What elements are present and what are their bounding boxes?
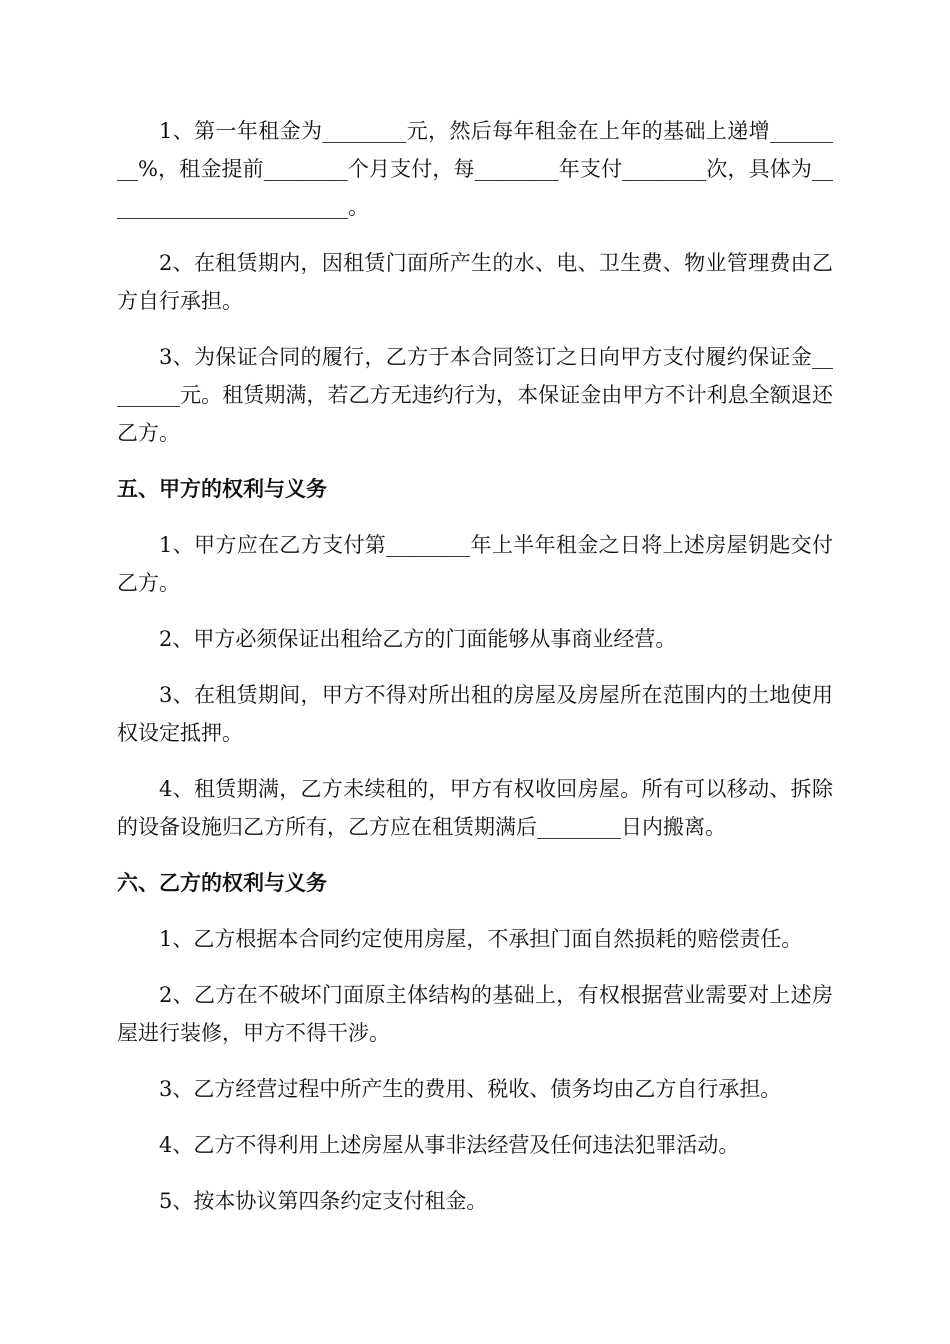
- party-b-clause-3: 3、乙方经营过程中所产生的费用、税收、债务均由乙方自行承担。: [159, 1077, 782, 1101]
- party-a-clause-1: 1、甲方应在乙方支付第________年上半年租金之日将上述房屋钥匙交付乙方。: [117, 533, 833, 595]
- party-a-clause-3: 3、在租赁期间，甲方不得对所出租的房屋及房屋所在范围内的土地使用权设定抵押。: [117, 683, 833, 745]
- party-a-clause-2: 2、甲方必须保证出租给乙方的门面能够从事商业经营。: [159, 627, 677, 651]
- party-b-clause-5: 5、按本协议第四条约定支付租金。: [159, 1189, 488, 1213]
- document-page: [117, 112, 833, 1238]
- section-5-heading: 五、甲方的权利与义务: [117, 477, 327, 501]
- rent-clause-1: 1、第一年租金为________元，然后每年租金在上年的基础上递增________%，租金提前________个月支付，每________年支付________次，具体为________________________。: [117, 119, 833, 219]
- party-a-clause-4: 4、租赁期满，乙方未续租的，甲方有权收回房屋。所有可以移动、拆除的设备设施归乙方所有，乙方应在租赁期满后________日内搬离。: [117, 777, 833, 839]
- rent-clause-3: 3、为保证合同的履行，乙方于本合同签订之日向甲方支付履约保证金________元。租赁期满，若乙方无违约行为，本保证金由甲方不计利息全额退还乙方。: [117, 345, 833, 445]
- rent-clause-2: 2、在租赁期内，因租赁门面所产生的水、电、卫生费、物业管理费由乙方自行承担。: [117, 251, 833, 313]
- party-b-clause-1: 1、乙方根据本合同约定使用房屋，不承担门面自然损耗的赔偿责任。: [159, 927, 803, 951]
- section-6-heading: 六、乙方的权利与义务: [117, 871, 327, 895]
- party-b-clause-2: 2、乙方在不破坏门面原主体结构的基础上，有权根据营业需要对上述房屋进行装修，甲方不得干涉。: [117, 983, 833, 1045]
- party-b-clause-4: 4、乙方不得利用上述房屋从事非法经营及任何违法犯罪活动。: [159, 1133, 740, 1157]
